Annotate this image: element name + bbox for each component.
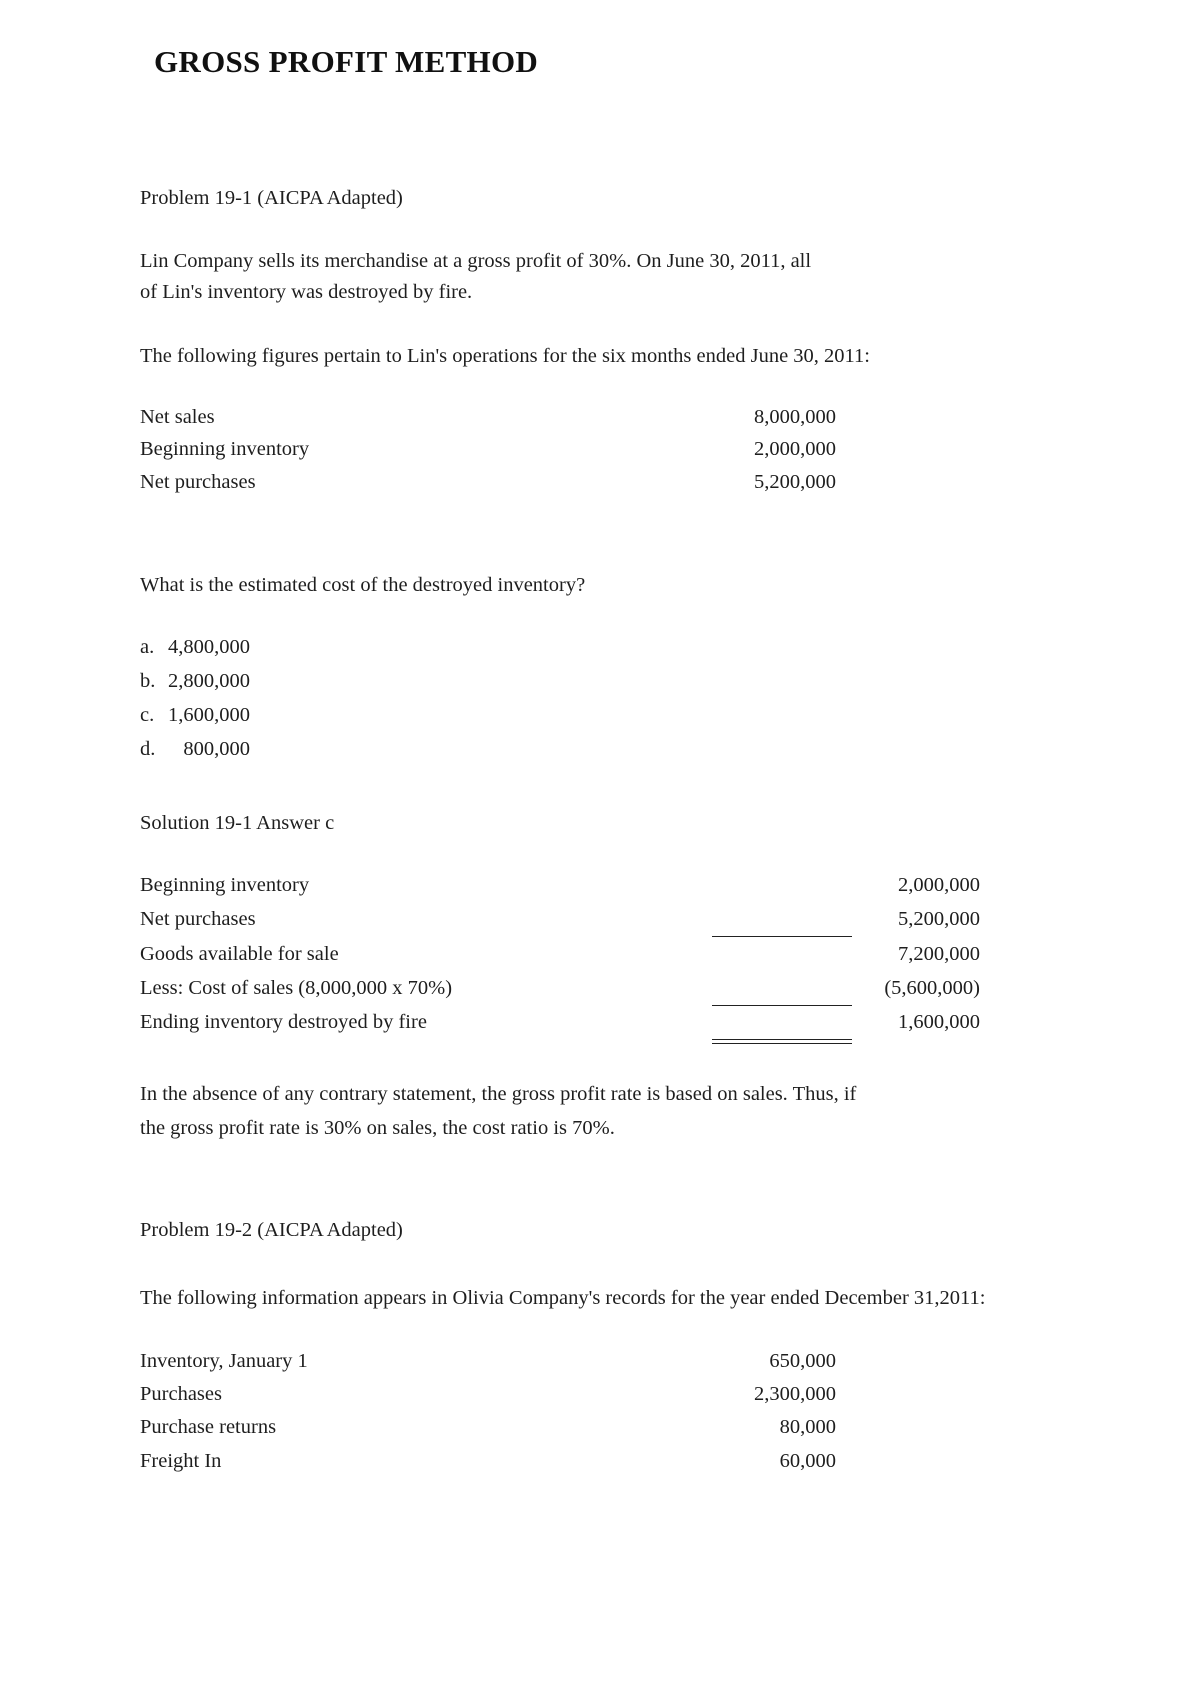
page-title: GROSS PROFIT METHOD	[154, 44, 539, 79]
total-double-rule-top	[712, 1039, 852, 1040]
solution-1-heading: Solution 19-1 Answer c	[140, 812, 335, 834]
choice-d	[140, 738, 250, 761]
figure-label: Purchases	[140, 1383, 222, 1405]
solution-row-label: Less: Cost of sales (8,000,000 x 70%)	[140, 977, 453, 999]
figure-label: Freight In	[140, 1450, 222, 1472]
choice-value: 1,600,000	[168, 704, 250, 726]
solution-row-amount: (5,600,000)	[884, 977, 980, 999]
problem-1-intro-line-2: of Lin's inventory was destroyed by fire.	[140, 281, 473, 303]
figure-label: Net sales	[140, 406, 215, 428]
choice-a	[140, 636, 250, 659]
choice-letter: a.	[140, 636, 155, 658]
figure-label: Purchase returns	[140, 1416, 277, 1438]
figure-amount: 60,000	[779, 1450, 836, 1472]
figure-amount: 8,000,000	[754, 406, 836, 428]
solution-1-note-line-2: the gross profit rate is 30% on sales, the cost ratio is 70%.	[140, 1117, 615, 1139]
solution-1-note-line-1: In the absence of any contrary statement, the gross profit rate is based on sales. Thus, if	[140, 1083, 857, 1105]
figure-amount: 650,000	[769, 1350, 836, 1372]
figure-amount: 2,000,000	[754, 438, 836, 460]
subtotal-rule	[712, 1005, 852, 1006]
problem-2-intro: The following information appears in Olivia Company's records for the year ended December 31,2011:	[140, 1287, 986, 1309]
figure-label: Inventory, January 1	[140, 1350, 308, 1372]
problem-1-intro-line-1: Lin Company sells its merchandise at a gross profit of 30%. On June 30, 2011, all	[140, 250, 812, 272]
choice-letter: c.	[140, 704, 155, 726]
subtotal-rule	[712, 936, 852, 937]
solution-row-amount: 1,600,000	[898, 1011, 980, 1033]
choice-letter: b.	[140, 670, 156, 692]
figure-amount: 5,200,000	[754, 471, 836, 493]
solution-row-label: Beginning inventory	[140, 874, 310, 896]
figure-amount: 80,000	[779, 1416, 836, 1438]
figure-label: Net purchases	[140, 471, 256, 493]
solution-row-amount: 7,200,000	[898, 943, 980, 965]
choice-letter: d.	[140, 738, 156, 760]
choice-b	[140, 670, 250, 693]
choice-c	[140, 704, 250, 727]
figure-label: Beginning inventory	[140, 438, 310, 460]
choice-value: 2,800,000	[168, 670, 250, 692]
problem-2-heading: Problem 19-2 (AICPA Adapted)	[140, 1219, 403, 1241]
total-double-rule-bottom	[712, 1043, 852, 1044]
figure-amount: 2,300,000	[754, 1383, 836, 1405]
solution-row-amount: 5,200,000	[898, 908, 980, 930]
problem-1-heading: Problem 19-1 (AICPA Adapted)	[140, 187, 403, 209]
problem-1-question: What is the estimated cost of the destroyed inventory?	[140, 574, 586, 596]
solution-row-label: Ending inventory destroyed by fire	[140, 1011, 427, 1033]
solution-row-label: Net purchases	[140, 908, 256, 930]
solution-row-label: Goods available for sale	[140, 943, 339, 965]
problem-1-figures-intro: The following figures pertain to Lin's operations for the six months ended June 30, 2011:	[140, 345, 870, 367]
choice-value: 800,000	[183, 738, 250, 760]
solution-row-amount: 2,000,000	[898, 874, 980, 896]
choice-value: 4,800,000	[168, 636, 250, 658]
